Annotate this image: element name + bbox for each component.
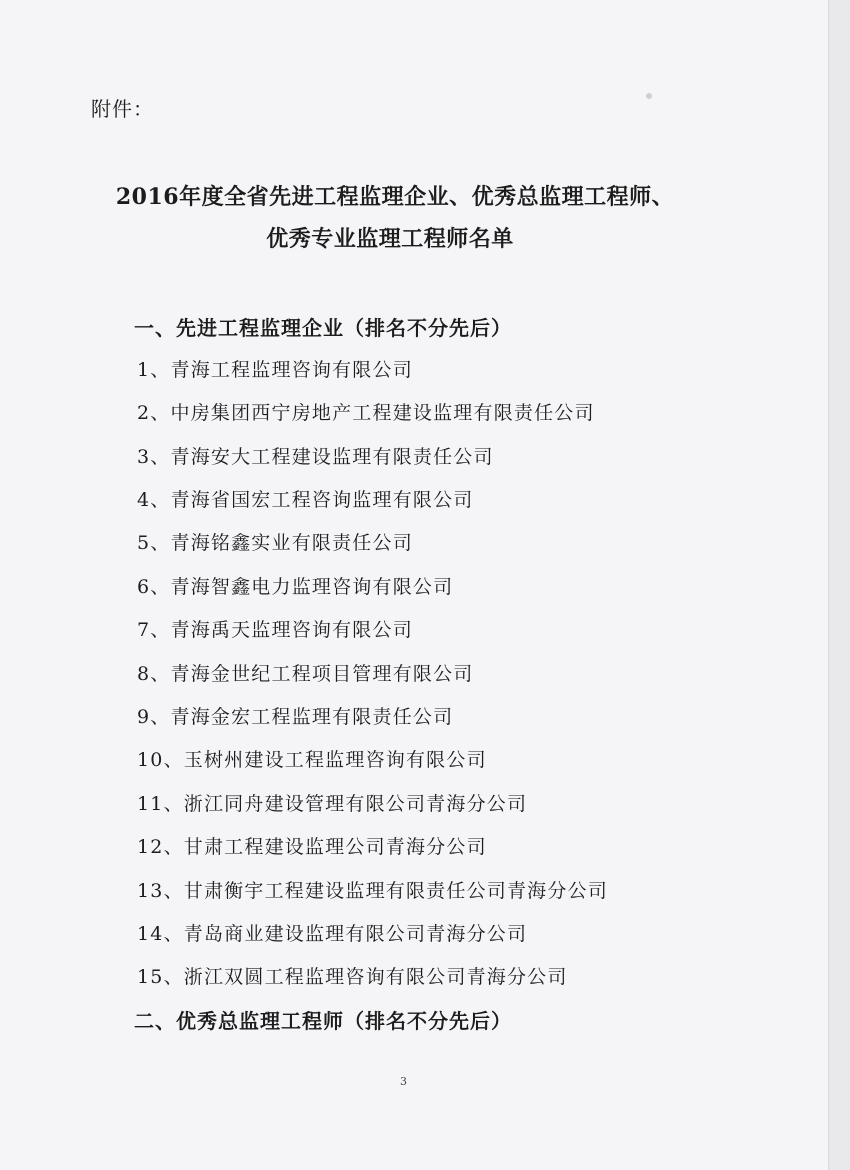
company-item: 12、甘肃工程建设监理公司青海分公司	[137, 836, 487, 858]
company-item: 11、浙江同舟建设管理有限公司青海分公司	[137, 793, 528, 815]
scan-speck	[646, 93, 652, 99]
attachment-label: 附件：	[91, 97, 154, 121]
company-item: 5、青海铭鑫实业有限责任公司	[137, 532, 413, 554]
company-item: 1、青海工程监理咨询有限公司	[137, 359, 413, 381]
company-item: 3、青海安大工程建设监理有限责任公司	[137, 446, 494, 468]
company-item: 14、青岛商业建设监理有限公司青海分公司	[137, 923, 528, 945]
company-item: 15、浙江双圆工程监理咨询有限公司青海分公司	[137, 966, 568, 988]
company-item: 4、青海省国宏工程咨询监理有限公司	[137, 489, 474, 511]
company-item: 2、中房集团西宁房地产工程建设监理有限责任公司	[137, 402, 595, 424]
document-title-line1: 2016年度全省先进工程监理企业、优秀总监理工程师、	[115, 184, 675, 210]
page-number: 3	[400, 1075, 407, 1088]
company-item: 9、青海金宏工程监理有限责任公司	[137, 706, 454, 728]
company-item: 6、青海智鑫电力监理咨询有限公司	[137, 576, 454, 598]
document-title-line2: 优秀专业监理工程师名单	[266, 226, 514, 252]
section-heading-companies: 一、先进工程监理企业（排名不分先后）	[134, 316, 512, 340]
company-item: 10、玉树州建设工程监理咨询有限公司	[137, 749, 487, 771]
section-heading-chief-engineers: 二、优秀总监理工程师（排名不分先后）	[134, 1009, 512, 1033]
company-item: 7、青海禹天监理咨询有限公司	[137, 619, 413, 641]
company-item: 8、青海金世纪工程项目管理有限公司	[137, 663, 474, 685]
company-item: 13、甘肃衡宇工程建设监理有限责任公司青海分公司	[137, 880, 608, 902]
